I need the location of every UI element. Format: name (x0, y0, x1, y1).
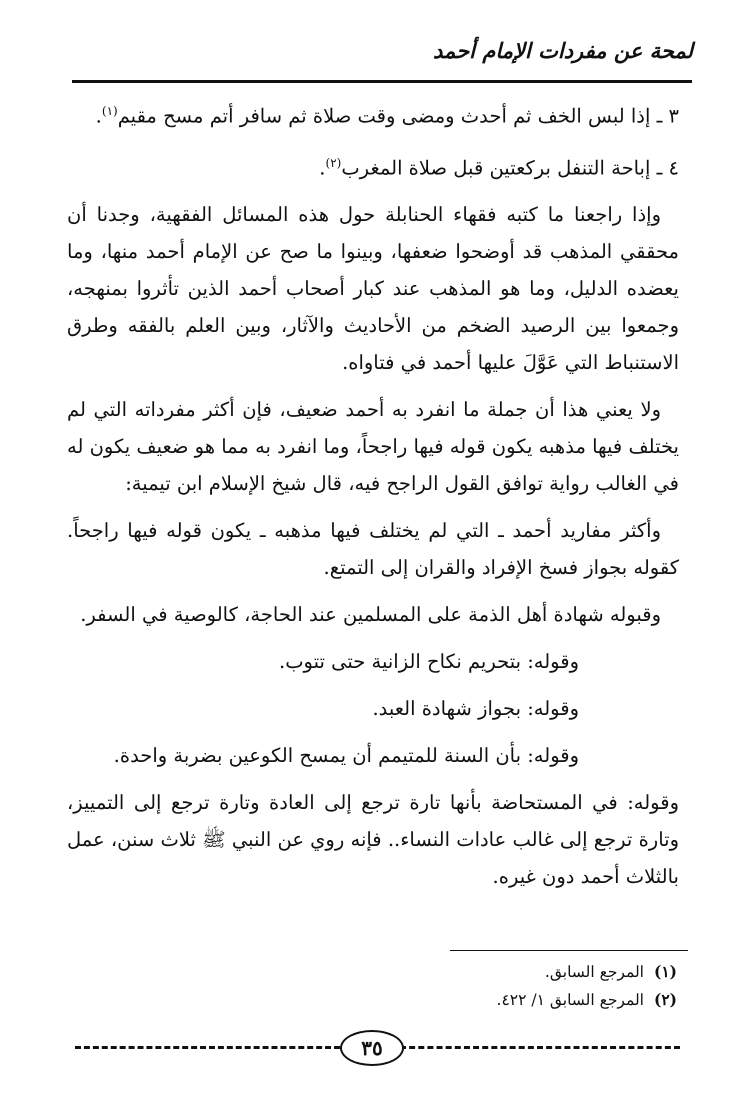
running-header-title: لمحة عن مفردات الإمام أحمد (433, 38, 693, 63)
footnote-divider (450, 950, 688, 951)
quote-line-3: وقوله: بأن السنة للمتيمم أن يمسح الكوعين بضربة واحدة. (113, 744, 579, 767)
list-item-3-text: ٣ ـ إذا لبس الخف ثم أحدث ومضى وقت صلاة ثم سافر أتم مسح مقيم (117, 104, 679, 128)
quote-line-2: وقوله: بجواز شهادة العبد. (372, 697, 579, 720)
quote-paragraph-2: وقبوله شهادة أهل الذمة على المسلمين عند الحاجة، كالوصية في السفر. (80, 603, 661, 626)
header-rule (72, 80, 692, 83)
paragraph-1: وإذا راجعنا ما كتبه فقهاء الحنابلة حول هذه المسائل الفقهية، وجدنا أن محققي المذهب قد أوضحوا ضعفها، وبينوا ما صح عن الإمام أحمد منها، وما يعضده الدليل، وما هو المذهب عند كبار أصحاب أحمد الذين تأثروا بمنهجه، وجمعوا بين الرصيد الضخم من الأحاديث والآثار، وبين العلم بالفقه وطرق الاستنباط التي عَوَّلَ عليها أحمد في فتاواه. (67, 203, 679, 374)
quote-paragraph-1: وأكثر مفاريد أحمد ـ التي لم يختلف فيها مذهبه ـ يكون قوله فيها راجحاً. كقوله بجواز فسخ الإفراد والقران إلى التمتع. (67, 519, 679, 579)
list-item-3: ٣ ـ إذا لبس الخف ثم أحدث ومضى وقت صلاة ثم سافر أتم مسح مقيم$^{(١)}$. (95, 104, 679, 128)
list-item-4: ٤ ـ إباحة التنفل بركعتين قبل صلاة المغرب$^{(٢)}$. (319, 155, 679, 179)
list-item-4-text: ٤ ـ إباحة التنفل بركعتين قبل صلاة المغرب (341, 156, 679, 179)
footnote-ref-2: (٢) (325, 155, 342, 170)
footnote-text: المرجع السابق ١/ ٤٢٢. (496, 991, 644, 1009)
footer-rule-left (75, 1046, 340, 1049)
page-number: ٣٥ (340, 1030, 404, 1066)
footnote-number: (٢) (653, 990, 677, 1009)
footnote-1 (77, 958, 677, 986)
paragraph-3: وقوله: في المستحاضة بأنها تارة ترجع إلى العادة وتارة ترجع إلى التمييز، وتارة ترجع إلى غالب عادات النساء.. فإنه روي عن النبي ﷺ ثلاث سنن، عمل بالثلاث أحمد دون غيره. (67, 791, 679, 888)
quote-line-1: وقوله: بتحريم نكاح الزانية حتى تتوب. (279, 650, 579, 673)
footnote-number: (١) (653, 962, 677, 981)
footnotes (77, 958, 677, 1014)
footer-rule-right (400, 1046, 680, 1049)
body-text (67, 93, 679, 905)
footnote-ref-1: (١) (101, 104, 118, 118)
paragraph-2: ولا يعني هذا أن جملة ما انفرد به أحمد ضعيف، فإن أكثر مفرداته التي لم يختلف فيها مذهبه يكون قوله فيها راجحاً، وما انفرد به مما هو ضعيف يكون له في الغالب رواية توافق القول الراجح فيه، قال شيخ الإسلام ابن تيمية: (67, 398, 679, 495)
footnote-text: المرجع السابق. (544, 963, 644, 981)
footnote-2 (77, 986, 677, 1014)
